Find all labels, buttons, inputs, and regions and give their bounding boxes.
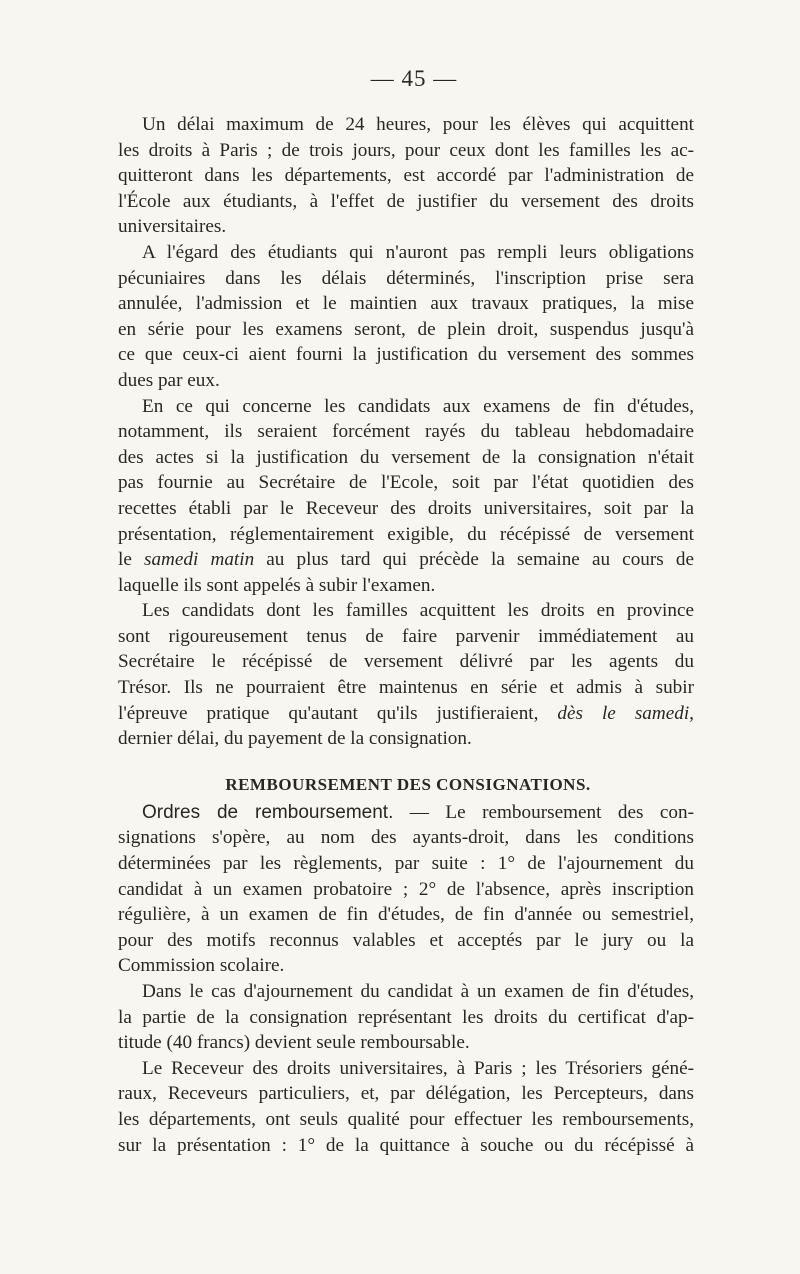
paragraph-receivers [118,1056,694,1158]
text-fragment: — Le remboursement des con- [393,801,694,823]
text-fragment: l'épreuve pratique qu'autant qu'ils justifieraient, [118,702,558,724]
text-line: dernier délai, du payement de la consignation. [118,728,472,750]
text-line: déterminées par les règlements, par suite : 1° de l'ajournement du [118,853,694,875]
text-line: En ce qui concerne les candidats aux examens de fin d'études, [142,395,694,417]
text-line: dues par eux. [118,369,220,391]
paragraph-adjournment [118,979,694,1056]
text-line: présentation, réglementairement exigible, du récépissé de versement [118,523,694,545]
paragraph-refund-orders [118,800,694,979]
text-line: Commission scolaire. [118,955,285,977]
text-line: laquelle ils sont appelés à subir l'examen. [118,574,436,596]
page-body [118,112,694,1158]
paragraph-delay [118,112,694,240]
text-line: Le Receveur des droits universitaires, à Paris ; les Trésoriers géné- [142,1057,694,1079]
italic-phrase: samedi matin [143,549,255,571]
text-line: Trésor. Ils ne pourraient être maintenus en série et admis à subir [118,677,694,699]
text-line: A l'égard des étudiants qui n'auront pas rempli leurs obligations [142,241,694,263]
text-line: Les candidats dont les familles acquittent les droits en province [142,600,694,622]
text-line: recettes établi par le Receveur des droits universitaires, soit par la [118,497,694,519]
text-line: raux, Receveurs particuliers, et, par délégation, les Percepteurs, dans [118,1083,694,1105]
text-line: Dans le cas d'ajournement du candidat à un examen de fin d'études, [142,981,694,1002]
text-line: régulière, à un examen de fin d'études, de fin d'année ou semestriel, [118,904,694,926]
text-fragment: au plus tard qui précède la semaine au cours de [254,549,694,571]
section-heading: REMBOURSEMENT DES CONSIGNATIONS. [225,774,591,794]
text-line: universitaires. [118,216,227,238]
text-line: titude (40 francs) devient seule remboursable. [118,1032,470,1054]
text-line: les départements, ont seuls qualité pour effectuer les remboursements, [118,1108,694,1130]
text-line: sur la présentation : 1° de la quittance à souche ou du récépissé à [118,1134,694,1156]
text-line: signations s'opère, au nom des ayants-droit, dans les conditions [118,827,694,849]
text-line: ce que ceux-ci aient fourni la justification du versement des sommes [118,344,694,366]
italic-phrase: dès le samedi, [557,702,694,724]
paragraph-province [118,598,694,752]
text-line [118,800,694,826]
page-number: — 45 — [370,66,458,91]
text-line: pécuniaires dans les délais déterminés, l'inscription prise sera [118,267,694,289]
text-line: quitteront dans les départements, est accordé par l'administration de [118,165,694,187]
text-line: annulée, l'admission et le maintien aux travaux pratiques, la mise [118,293,694,315]
text-line [118,701,694,727]
paragraph-candidates [118,394,694,599]
text-line: pour des motifs reconnus valables et acceptés par le jury ou la [118,929,694,951]
text-line: pas fournie au Secrétaire de l'Ecole, soit par l'état quotidien des [118,472,694,494]
text-line: la partie de la consignation représentant les droits du certificat d'ap- [118,1006,694,1028]
paragraph-obligations [118,240,694,394]
text-line: notamment, ils seraient forcément rayés du tableau hebdomadaire [118,421,694,443]
text-fragment: le [118,549,144,571]
text-line [118,547,694,573]
text-line: sont rigoureusement tenus de faire parvenir immédiatement au [118,625,694,647]
text-line: Secrétaire le récépissé de versement délivré par les agents du [118,651,694,673]
text-line: l'École aux étudiants, à l'effet de justifier du versement des droits [118,190,694,212]
section-lead: Ordres de remboursement. [142,801,394,823]
text-line: Un délai maximum de 24 heures, pour les élèves qui acquittent [142,114,694,135]
text-line: les droits à Paris ; de trois jours, pour ceux dont les familles les ac- [118,139,694,161]
text-line: candidat à un examen probatoire ; 2° de l'absence, après inscription [118,878,694,900]
text-line: en série pour les examens seront, de plein droit, suspendus jusqu'à [118,318,694,340]
text-line: des actes si la justification du versement de la consignation n'était [118,446,694,468]
